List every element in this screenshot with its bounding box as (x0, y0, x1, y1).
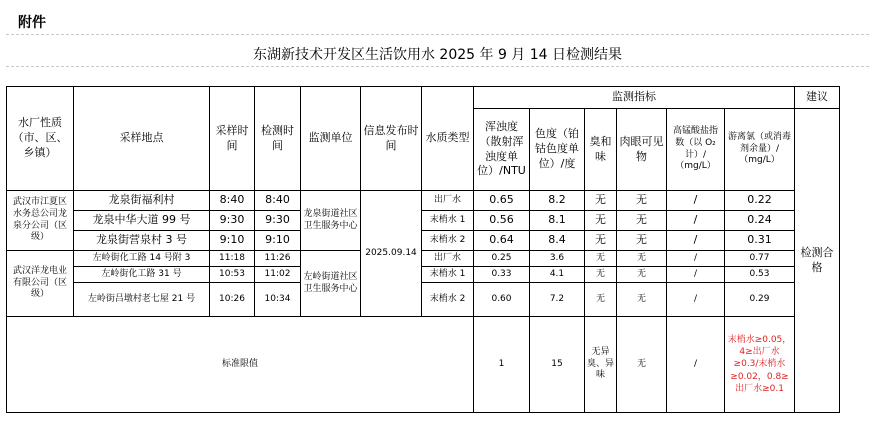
cell-odor: 无 (585, 231, 617, 251)
cell-color: 8.1 (530, 211, 585, 231)
cell-visible: 无 (617, 231, 667, 251)
cell-visible: 无 (617, 267, 667, 283)
cell-test-time: 9:10 (255, 231, 301, 251)
header-chlorine: 游离氯（或消毒剂余量）/（mg/L） (725, 109, 795, 191)
cell-water-type: 末梢水 1 (422, 267, 474, 283)
header-location: 采样地点 (74, 87, 210, 191)
header-plant: 水厂性质（市、区、乡镇） (7, 87, 74, 191)
header-water-type: 水质类型 (422, 87, 474, 191)
cell-turbidity: 0.60 (474, 283, 530, 317)
plant-name: 武汉市江夏区水务总公司龙泉分公司（区级） (7, 191, 74, 251)
cell-location: 左岭街化工路 31 号 (74, 267, 210, 283)
cell-sample-time: 9:10 (210, 231, 255, 251)
cell-water-type: 末梢水 1 (422, 211, 474, 231)
cell-odor: 无 (585, 251, 617, 267)
cell-permanganate: / (667, 211, 725, 231)
cell-chlorine: 0.29 (725, 283, 795, 317)
cell-chlorine: 0.31 (725, 231, 795, 251)
monitor-unit: 左岭街道社区卫生服务中心 (301, 251, 361, 317)
header-visible: 肉眼可见物 (617, 109, 667, 191)
header-release-time: 信息发布时间 (361, 87, 422, 191)
cell-visible: 无 (617, 191, 667, 211)
header-unit: 监测单位 (301, 87, 361, 191)
table-row (7, 267, 840, 283)
header-test-time: 检测时间 (255, 87, 301, 191)
header-sample-time: 采样时间 (210, 87, 255, 191)
cell-sample-time: 10:53 (210, 267, 255, 283)
cell-water-type: 出厂水 (422, 251, 474, 267)
table-row (7, 251, 840, 267)
limits-label: 标准限值 (7, 317, 474, 413)
cell-location: 左岭街吕墩村老七屋 21 号 (74, 283, 210, 317)
cell-visible: 无 (617, 283, 667, 317)
cell-sample-time: 11:18 (210, 251, 255, 267)
cell-water-type: 末梢水 2 (422, 231, 474, 251)
cell-test-time: 8:40 (255, 191, 301, 211)
table-row (7, 231, 840, 251)
cell-color: 7.2 (530, 283, 585, 317)
cell-sample-time: 8:40 (210, 191, 255, 211)
table-row (7, 191, 840, 211)
cell-water-type: 出厂水 (422, 191, 474, 211)
cell-odor: 无 (585, 267, 617, 283)
header-odor: 臭和味 (585, 109, 617, 191)
header-turbidity: 浑浊度（散射浑浊度单位）/NTU (474, 109, 530, 191)
limits-row (7, 317, 840, 413)
cell-odor: 无 (585, 211, 617, 231)
cell-odor: 无 (585, 283, 617, 317)
divider (6, 34, 869, 35)
cell-location: 左岭街化工路 14 号附 3 (74, 251, 210, 267)
limit-turbidity: 1 (474, 317, 530, 413)
table-row (7, 283, 840, 317)
monitor-unit: 龙泉街道社区卫生服务中心 (301, 191, 361, 251)
cell-turbidity: 0.65 (474, 191, 530, 211)
plant-name: 武汉洋龙电业有限公司（区级） (7, 251, 74, 317)
attachment-label: 附件 (18, 15, 46, 31)
advice-value: 检测合格 (795, 109, 840, 413)
cell-chlorine: 0.53 (725, 267, 795, 283)
results-table (6, 86, 840, 413)
table-row (7, 211, 840, 231)
cell-turbidity: 0.33 (474, 267, 530, 283)
cell-location: 龙泉街福利村 (74, 191, 210, 211)
header-color: 色度（铂钴色度单位）/度 (530, 109, 585, 191)
page-title: 东湖新技术开发区生活饮用水 2025 年 9 月 14 日检测结果 (252, 47, 623, 63)
header-permanganate: 高锰酸盐指数（以 O₂计）/（mg/L） (667, 109, 725, 191)
cell-permanganate: / (667, 267, 725, 283)
cell-water-type: 末梢水 2 (422, 283, 474, 317)
cell-test-time: 10:34 (255, 283, 301, 317)
limit-odor: 无异臭、异味 (585, 317, 617, 413)
cell-permanganate: / (667, 231, 725, 251)
cell-location: 龙泉中华大道 99 号 (74, 211, 210, 231)
cell-odor: 无 (585, 191, 617, 211)
cell-sample-time: 9:30 (210, 211, 255, 231)
cell-turbidity: 0.25 (474, 251, 530, 267)
cell-test-time: 11:26 (255, 251, 301, 267)
limit-visible: 无 (617, 317, 667, 413)
cell-color: 4.1 (530, 267, 585, 283)
cell-test-time: 11:02 (255, 267, 301, 283)
cell-location: 龙泉街营泉村 3 号 (74, 231, 210, 251)
cell-permanganate: / (667, 251, 725, 267)
limit-chlorine: 末梢水≥0.05，4≥出厂水≥0.3/末梢水≥0.02，0.8≥出厂水≥0.1 (725, 317, 795, 413)
cell-permanganate: / (667, 283, 725, 317)
limit-permanganate: / (667, 317, 725, 413)
release-date: 2025.09.14 (361, 191, 422, 317)
cell-chlorine: 0.77 (725, 251, 795, 267)
cell-visible: 无 (617, 251, 667, 267)
limit-color: 15 (530, 317, 585, 413)
cell-color: 8.2 (530, 191, 585, 211)
header-indicators: 监测指标 (474, 87, 795, 109)
cell-color: 3.6 (530, 251, 585, 267)
divider (6, 66, 869, 67)
header-advice: 建议 (795, 87, 840, 109)
cell-chlorine: 0.22 (725, 191, 795, 211)
cell-permanganate: / (667, 191, 725, 211)
cell-visible: 无 (617, 211, 667, 231)
cell-sample-time: 10:26 (210, 283, 255, 317)
cell-test-time: 9:30 (255, 211, 301, 231)
cell-turbidity: 0.56 (474, 211, 530, 231)
cell-chlorine: 0.24 (725, 211, 795, 231)
cell-color: 8.4 (530, 231, 585, 251)
cell-turbidity: 0.64 (474, 231, 530, 251)
